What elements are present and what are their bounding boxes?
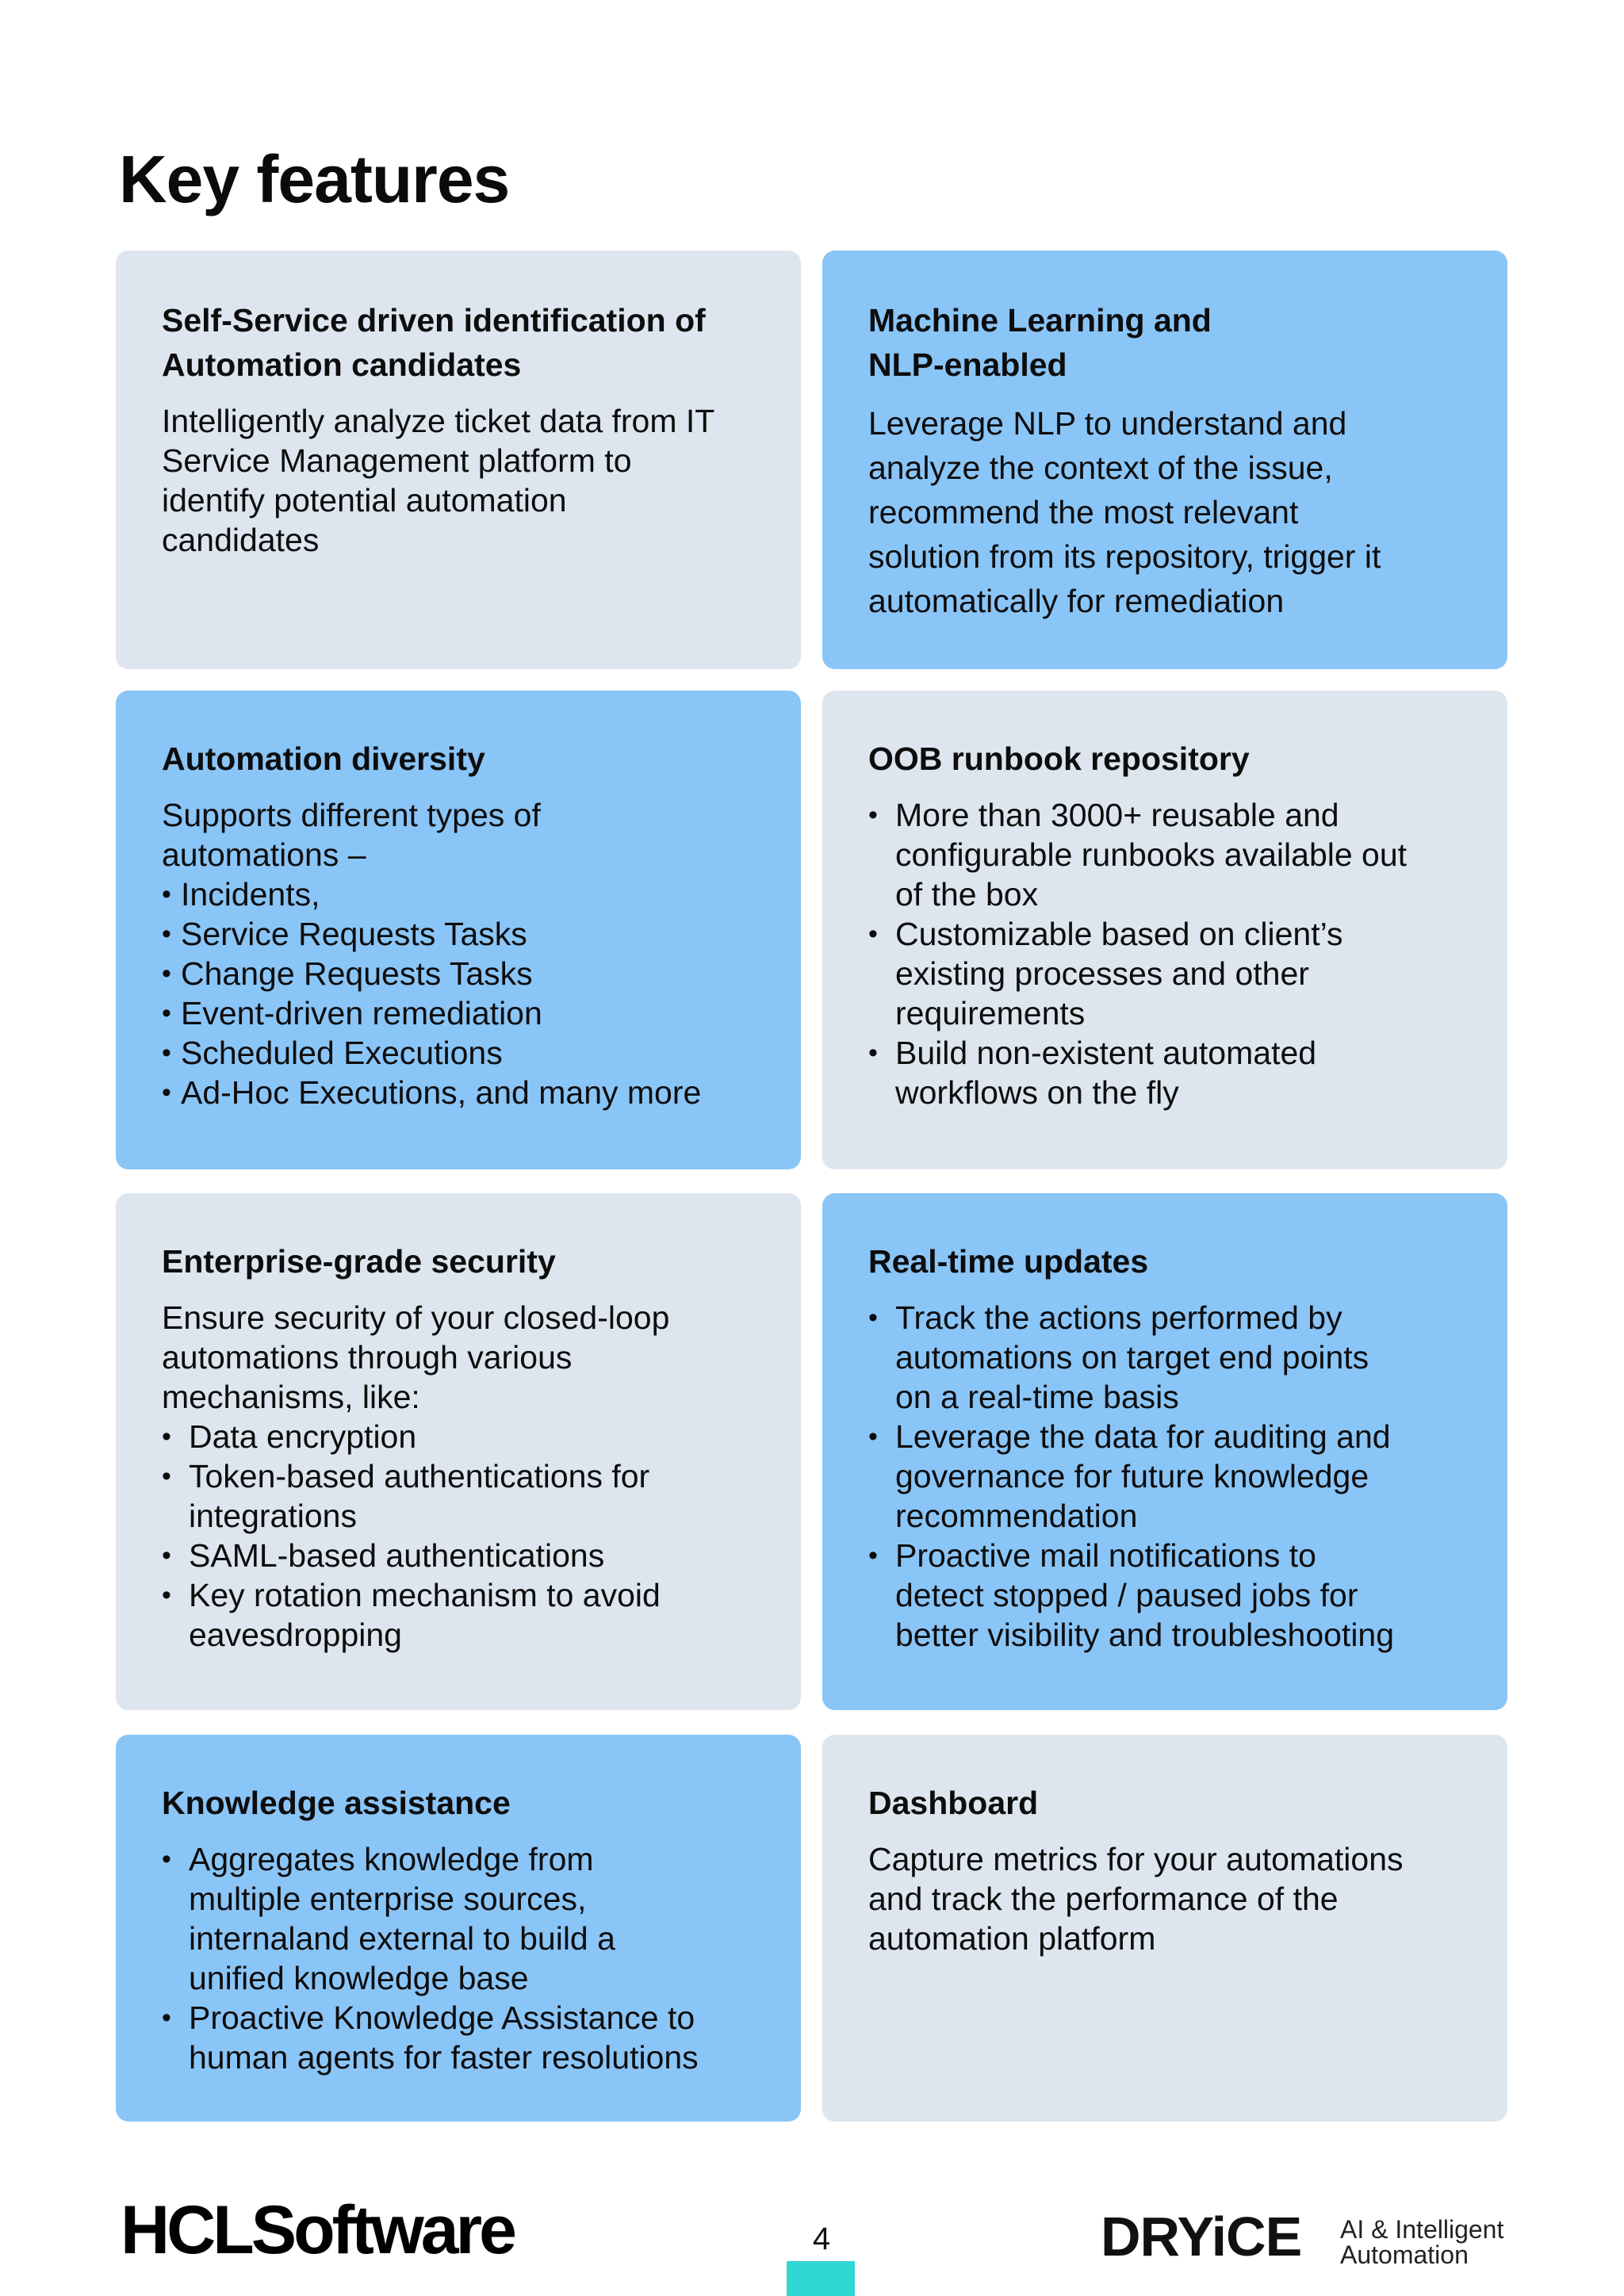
list-item: • Proactive Knowledge Assistance to human agents for faster resolutions xyxy=(162,1998,761,2077)
page-title: Key features xyxy=(119,142,510,216)
feature-card-realtime-updates xyxy=(822,1193,1507,1710)
bullet-list xyxy=(162,1839,761,2077)
list-item: • Token-based authentications for integrations xyxy=(162,1456,761,1536)
list-item: • Change Requests Tasks xyxy=(162,954,761,993)
card-title: Self-Service driven identification of Automation candidates xyxy=(162,302,706,383)
feature-card-automation-diversity xyxy=(116,691,801,1169)
card-title: Automation diversity xyxy=(162,740,485,777)
list-item: • More than 3000+ reusable and configurable runbooks available out of the box xyxy=(868,795,1468,914)
bullet-list xyxy=(162,874,761,1112)
feature-card-security xyxy=(116,1193,801,1710)
list-item: • Service Requests Tasks xyxy=(162,914,761,954)
card-title: Dashboard xyxy=(868,1785,1039,1821)
card-body: Intelligently analyze ticket data from IT Service Management platform to identify potential automation candidates xyxy=(162,403,715,558)
card-body: Ensure security of your closed-loop automations through various mechanisms, like: xyxy=(162,1299,670,1415)
dryice-logo: DRYiCE xyxy=(1101,2206,1302,2267)
list-item: • Event-driven remediation xyxy=(162,993,761,1033)
dryice-tagline: AI & Intelligent Automation xyxy=(1340,2215,1504,2269)
card-body: Capture metrics for your automations and track the performance of the automation platform xyxy=(868,1841,1404,1957)
list-item: • Scheduled Executions xyxy=(162,1033,761,1073)
bullet-list xyxy=(868,795,1468,1112)
list-item: • Data encryption xyxy=(162,1417,761,1456)
card-title: Real-time updates xyxy=(868,1243,1149,1280)
list-item: • Aggregates knowledge from multiple enterprise sources, internaland external to build a unified knowledge base xyxy=(162,1839,761,1998)
list-item: • Customizable based on client’s existing processes and other requirements xyxy=(868,914,1468,1033)
list-item: • Proactive mail notifications to detect stopped / paused jobs for better visibility and troubleshooting xyxy=(868,1536,1468,1655)
list-item: • Incidents, xyxy=(162,874,761,914)
card-title: Machine Learning and NLP-enabled xyxy=(868,302,1212,383)
list-item: • Track the actions performed by automations on target end points on a real-time basis xyxy=(868,1298,1468,1417)
card-title: Enterprise-grade security xyxy=(162,1243,556,1280)
list-item: • Leverage the data for auditing and governance for future knowledge recommendation xyxy=(868,1417,1468,1536)
list-item: • SAML-based authentications xyxy=(162,1536,761,1575)
feature-card-self-service xyxy=(116,251,801,669)
card-title: OOB runbook repository xyxy=(868,740,1250,777)
bullet-list xyxy=(868,1298,1468,1655)
feature-card-dashboard xyxy=(822,1735,1507,2122)
feature-card-oob-runbook xyxy=(822,691,1507,1169)
list-item: • Ad-Hoc Executions, and many more xyxy=(162,1073,761,1112)
hclsoftware-logo: HCLSoftware xyxy=(121,2192,514,2268)
card-body: Supports different types of automations – xyxy=(162,797,541,873)
card-title: Knowledge assistance xyxy=(162,1785,511,1821)
page-tab-marker xyxy=(787,2261,855,2296)
list-item: • Build non-existent automated workflows on the fly xyxy=(868,1033,1468,1112)
card-body: Leverage NLP to understand and analyze the context of the issue, recommend the most relevant solution from its repository, trigger it automatically for remediation xyxy=(868,405,1381,619)
list-item: • Key rotation mechanism to avoid eavesdropping xyxy=(162,1575,761,1655)
feature-card-ml-nlp xyxy=(822,251,1507,669)
bullet-list xyxy=(162,1417,761,1655)
feature-card-knowledge-assistance xyxy=(116,1735,801,2122)
page-number: 4 xyxy=(812,2221,831,2256)
